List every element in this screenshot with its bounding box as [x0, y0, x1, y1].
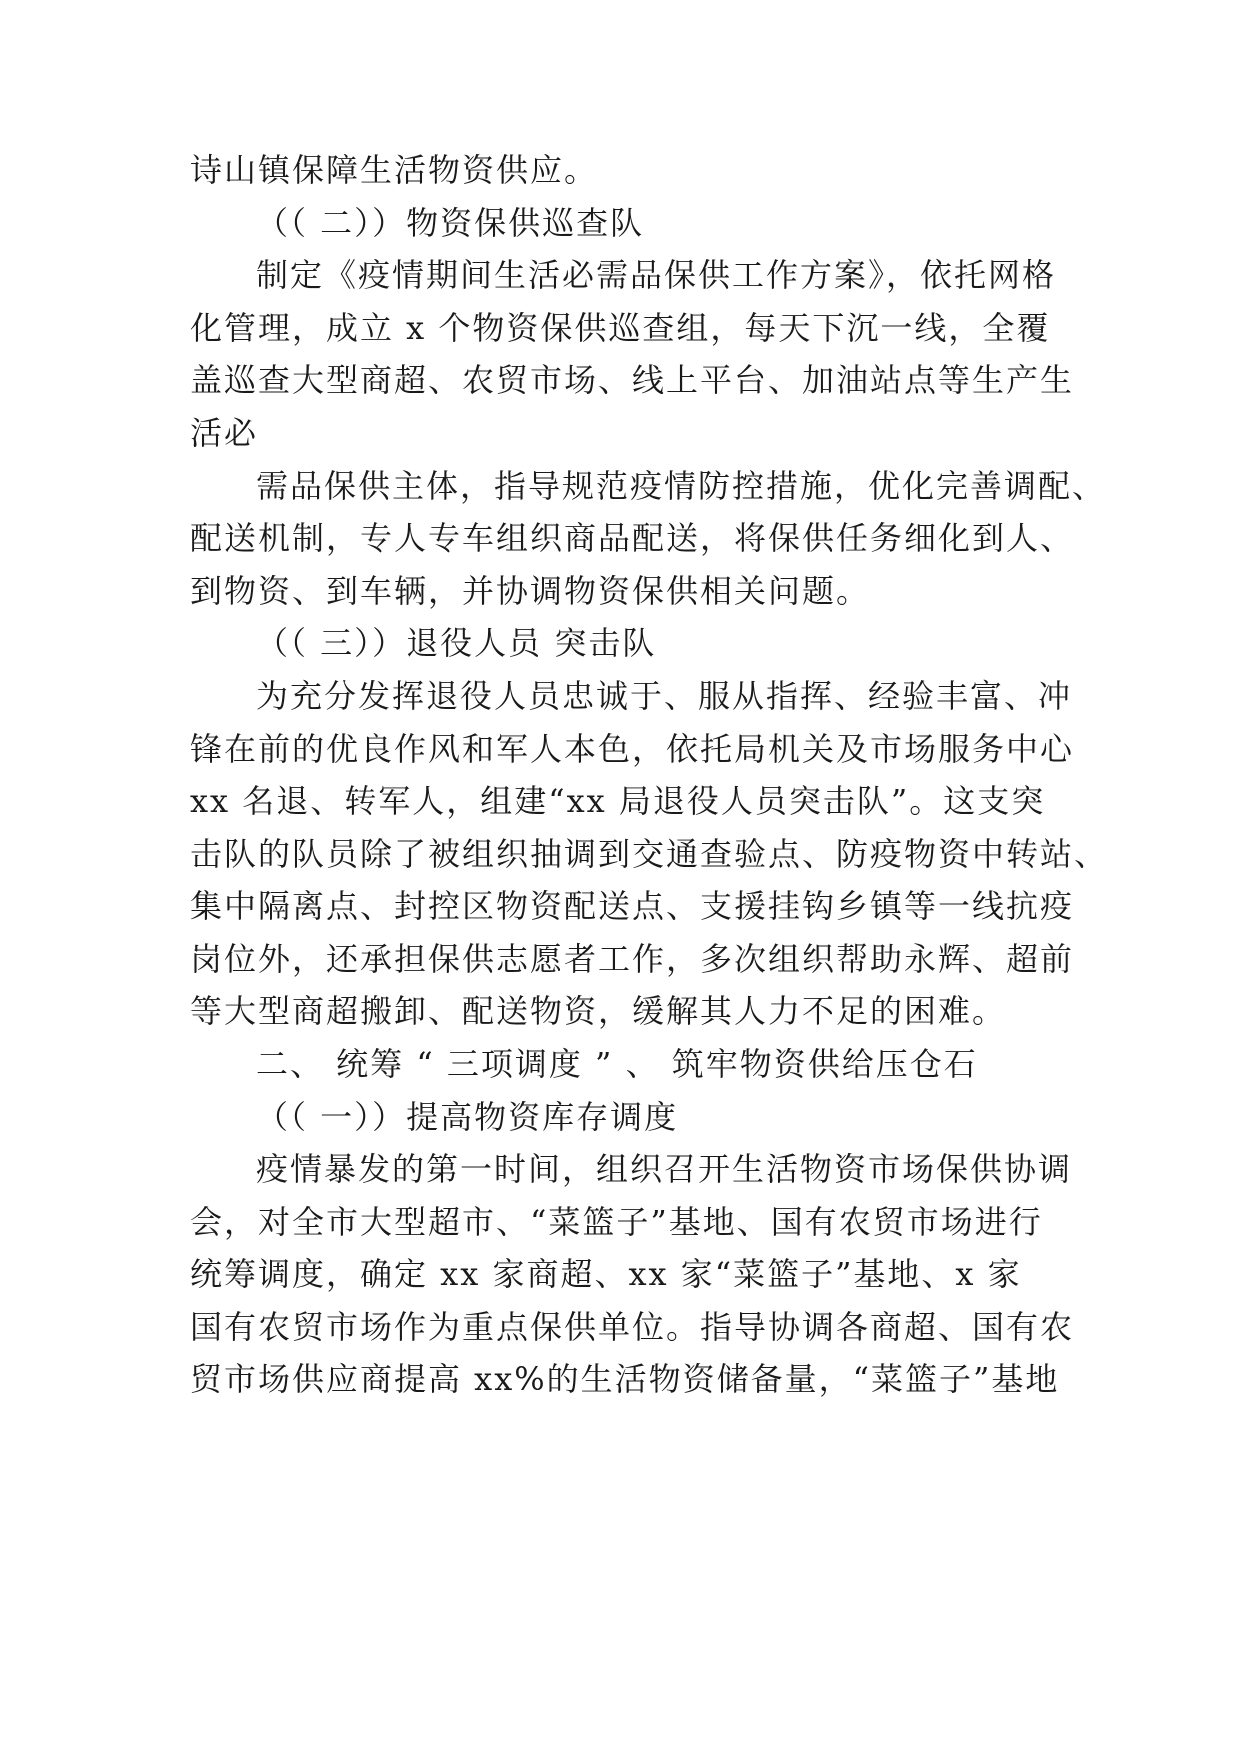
body-text-line: 盖巡查大型商超、农贸市场、线上平台、加油站点等生产生: [190, 361, 1075, 399]
body-text-line: 岗位外，还承担保供志愿者工作，多次组织帮助永辉、超前: [190, 940, 1075, 978]
body-text-line: 会，对全市大型超市、“菜篮子”基地、国有农贸市场进行: [190, 1203, 1043, 1241]
body-text-line: 到物资、到车辆，并协调物资保供相关问题。: [190, 572, 871, 610]
body-text-line: 配送机制，专人专车组织商品配送，将保供任务细化到人、: [190, 519, 1075, 557]
body-text-line: 化管理，成立 x 个物资保供巡查组，每天下沉一线，全覆: [190, 309, 1051, 347]
body-text-line: 击队的队员除了被组织抽调到交通查验点、防疫物资中转站、: [190, 835, 1109, 873]
body-text-line: 诗山镇保障生活物资供应。: [190, 151, 599, 189]
body-text-line: 集中隔离点、封控区物资配送点、支援挂钩乡镇等一线抗疫: [190, 887, 1075, 925]
body-text-line: 需品保供主体，指导规范疫情防控措施，优化完善调配、: [256, 467, 1107, 505]
body-text-line: 国有农贸市场作为重点保供单位。指导协调各商超、国有农: [190, 1308, 1075, 1346]
body-text-line: 活必: [190, 414, 259, 452]
section-heading: （（ 二））物资保供巡查队: [256, 204, 645, 242]
body-text-line: 统筹调度，确定 xx 家商超、xx 家“菜篮子”基地、x 家: [190, 1255, 1022, 1293]
body-text-line: 等大型商超搬卸、配送物资，缓解其人力不足的困难。: [190, 992, 1007, 1030]
chapter-heading: 二、 统筹 “ 三项调度 ” 、 筑牢物资供给压仓石: [256, 1045, 978, 1083]
body-text-line: 为充分发挥退役人员忠诚于、服从指挥、经验丰富、冲: [256, 677, 1073, 715]
body-text-line: 制定《疫情期间生活必需品保供工作方案》，依托网格: [256, 256, 1057, 294]
section-heading: （（ 三））退役人员 突击队: [256, 624, 657, 662]
section-heading: （（ 一））提高物资库存调度: [256, 1098, 679, 1136]
body-text-line: 贸市场供应商提高 xx%的生活物资储备量，“菜篮子”基地: [190, 1360, 1060, 1398]
body-text-line: 疫情暴发的第一时间，组织召开生活物资市场保供协调: [256, 1150, 1073, 1188]
body-text-line: xx 名退、转军人，组建“xx 局退役人员突击队”。这支突: [190, 782, 1046, 820]
body-text-line: 锋在前的优良作风和军人本色，依托局机关及市场服务中心: [190, 730, 1075, 768]
